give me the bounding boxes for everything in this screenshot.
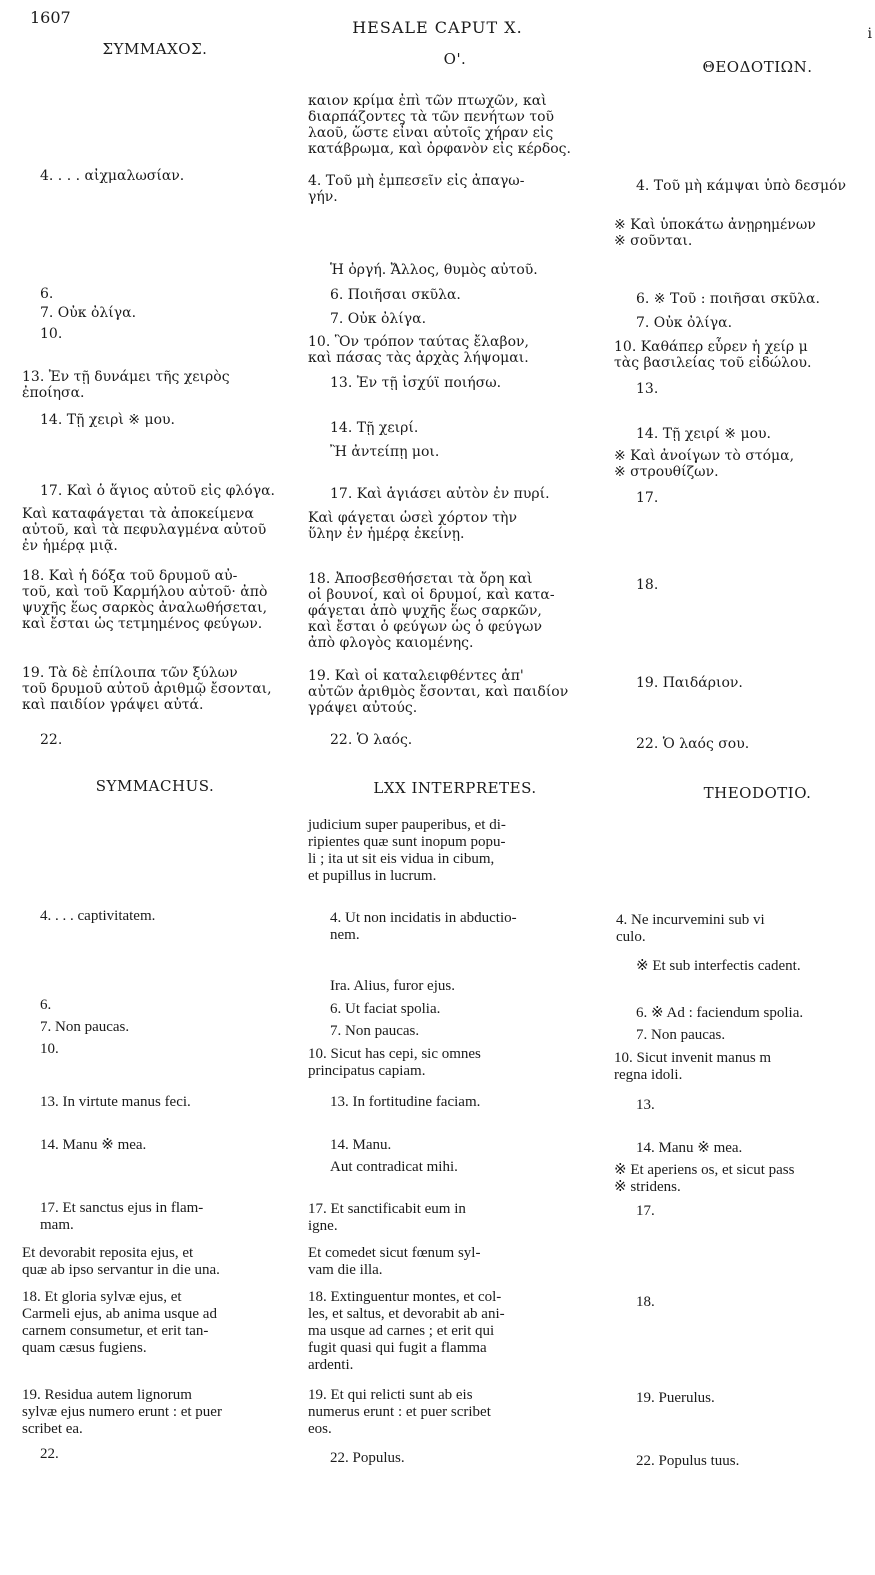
running-head: HESALE CAPUT X. — [352, 18, 523, 37]
latin-lxx-entry: 19. Et qui relicti sunt ab eis numerus erunt : et puer scribet eos. — [308, 1387, 491, 1437]
latin-lxx-entry: 14. Manu. — [330, 1137, 392, 1153]
latin-symmachus-entry: 13. In virtute manus feci. — [40, 1094, 191, 1110]
latin-theodotion-entry: 6. ※ Ad : faciendum spolia. — [636, 1005, 804, 1021]
greek-symmachus-entry: 7. Οὐκ ὀλίγα. — [40, 305, 137, 321]
greek-lxx-entry: 4. Τοῦ μὴ ἐμπεσεῖν εἰς ἀπαγω- γήν. — [308, 173, 525, 205]
greek-theodotion-entry: 13. — [636, 381, 659, 397]
greek-theodotion-entry: 22. Ὁ λαός σου. — [636, 736, 750, 752]
greek-symmachus-entry: 6. — [40, 286, 54, 302]
latin-lxx-entry: 18. Extinguentur montes, et col- les, et saltus, et devorabit ab ani- ma usque ad carnes ; et erit qui fugit quasi qui fugit a flamma ardenti. — [308, 1289, 505, 1373]
latin-symmachus-entry: 19. Residua autem lignorum sylvæ ejus numero erunt : et puer scribet ea. — [22, 1387, 222, 1437]
greek-symmachus-entry: 19. Τὰ δὲ ἐπίλοιπα τῶν ξύλων τοῦ δρυμοῦ αὐτοῦ ἀριθμῷ ἔσονται, καὶ παιδίον γράψει αὐτά. — [22, 665, 272, 713]
greek-lxx-entry: 22. Ὁ λαός. — [330, 732, 413, 748]
latin-lxx-entry: 6. Ut faciat spolia. — [330, 1001, 441, 1017]
greek-theodotion-entry: 18. — [636, 577, 659, 593]
greek-theodotion-entry: 19. Παιδάριον. — [636, 675, 743, 691]
greek-theodotion-entry: 10. Καθάπερ εὗρεν ἡ χείρ μ τὰς βασιλείας τοῦ εἰδώλου. — [614, 339, 812, 371]
greek-symmachus-entry: 4. . . . αἰχμαλωσίαν. — [40, 168, 185, 184]
latin-symmachus-entry: 6. — [40, 997, 52, 1013]
latin-symmachus-entry: 17. Et sanctus ejus in flam- mam. — [40, 1200, 204, 1233]
greek-theodotion-entry: ※ Καὶ ὑποκάτω ἀνῃρημένων ※ σοῦνται. — [614, 217, 816, 249]
greek-theodotion-entry: 17. — [636, 490, 659, 506]
latin-symmachus-entry: 18. Et gloria sylvæ ejus, et Carmeli ejus, ab anima usque ad carnem consumetur, et erit tan- quam cæsus fugiens. — [22, 1289, 217, 1356]
latin-theodotion-entry: ※ Et aperiens os, et sicut pass ※ stridens. — [614, 1162, 795, 1195]
greek-lxx-entry: Καὶ φάγεται ὡσεὶ χόρτον τὴν ὕλην ἐν ἡμέρᾳ ἐκείνῃ. — [308, 510, 517, 542]
greek-symmachus-entry: 10. — [40, 326, 63, 342]
latin-symmachus-entry: Et devorabit reposita ejus, et quæ ab ipso servantur in die una. — [22, 1245, 220, 1278]
latin-theodotion-entry: 10. Sicut invenit manus m regna idoli. — [614, 1050, 772, 1083]
greek-heading-symmachus: ΣΥΜΜΑΧΟΣ. — [102, 40, 208, 58]
greek-theodotion-entry: ※ Καὶ ἀνοίγων τὸ στόμα, ※ στρουθίζων. — [614, 448, 795, 480]
latin-lxx-entry: 10. Sicut has cepi, sic omnes principatus capiam. — [308, 1046, 481, 1079]
latin-lxx-entry: Et comedet sicut fœnum syl- vam die illa. — [308, 1245, 481, 1278]
greek-lxx-entry: 7. Οὐκ ὀλίγα. — [330, 311, 427, 327]
latin-symmachus-entry: 22. — [40, 1446, 59, 1462]
latin-symmachus-entry: 10. — [40, 1041, 59, 1057]
greek-lxx-entry: 6. Ποιῆσαι σκῦλα. — [330, 287, 461, 303]
latin-theodotion-entry: 13. — [636, 1097, 655, 1113]
latin-heading-theodotion: THEODOTIO. — [703, 784, 812, 802]
greek-symmachus-entry: 13. Ἐν τῇ δυνάμει τῆς χειρὸς ἐποίησα. — [22, 369, 230, 401]
greek-theodotion-entry: 6. ※ Τοῦ : ποιῆσαι σκῦλα. — [636, 291, 820, 307]
greek-heading-theodotion: ΘΕΟΔΟΤΙΩΝ. — [702, 58, 813, 76]
latin-theodotion-entry: 14. Manu ※ mea. — [636, 1140, 743, 1156]
latin-lxx-entry: Ira. Alius, furor ejus. — [330, 978, 455, 994]
greek-symmachus-entry: 22. — [40, 732, 63, 748]
latin-lxx-entry: Aut contradicat mihi. — [330, 1159, 458, 1175]
edge-mark: i — [867, 26, 872, 42]
greek-lxx-entry: 10. Ὃν τρόπον ταύτας ἔλαβον, καὶ πάσας τὰς ἀρχὰς λήψομαι. — [308, 334, 529, 366]
latin-heading-lxx: LXX INTERPRETES. — [373, 779, 537, 797]
greek-lxx-entry: καιον κρίμα ἐπὶ τῶν πτωχῶν, καὶ διαρπάζοντες τὰ τῶν πενήτων τοῦ λαοῦ, ὥστε εἶναι αὐτοῖς χήραν εἰς κατάβρωμα, καὶ ὀρφανὸν εἰς κέρδος. — [308, 93, 571, 157]
latin-theodotion-entry: 22. Populus tuus. — [636, 1453, 740, 1469]
greek-lxx-entry: 19. Καὶ οἱ καταλειφθέντες ἀπ' αὐτῶν ἀριθμὸς ἔσονται, καὶ παιδίον γράψει αὐτούς. — [308, 668, 569, 716]
latin-theodotion-entry: 18. — [636, 1294, 655, 1310]
greek-symmachus-entry: 17. Καὶ ὁ ἅγιος αὐτοῦ εἰς φλόγα. — [40, 483, 275, 499]
latin-heading-symmachus: SYMMACHUS. — [95, 777, 215, 795]
latin-lxx-entry: 13. In fortitudine faciam. — [330, 1094, 481, 1110]
latin-lxx-entry: 22. Populus. — [330, 1450, 405, 1466]
latin-lxx-entry: 4. Ut non incidatis in abductio- nem. — [330, 910, 517, 943]
greek-lxx-entry: Ἡ ὀργή. Ἄλλος, θυμὸς αὐτοῦ. — [330, 262, 538, 278]
greek-lxx-entry: Ἢ ἀντείπῃ μοι. — [330, 444, 440, 460]
latin-symmachus-entry: 7. Non paucas. — [40, 1019, 130, 1035]
greek-symmachus-entry: 18. Καὶ ἡ δόξα τοῦ δρυμοῦ αὐ- τοῦ, καὶ τοῦ Καρμήλου αὐτοῦ· ἀπὸ ψυχῆς ἕως σαρκὸς ἀναλωθήσεται, καὶ ἔσται ὡς τετμημένος φεύγων. — [22, 568, 268, 632]
greek-theodotion-entry: 14. Τῇ χειρί ※ μου. — [636, 426, 771, 442]
latin-theodotion-entry: 17. — [636, 1203, 655, 1219]
greek-symmachus-entry: Καὶ καταφάγεται τὰ ἀποκείμενα αὐτοῦ, καὶ τὰ πεφυλαγμένα αὐτοῦ ἐν ἡμέρᾳ μιᾷ. — [22, 506, 267, 554]
page-number: 1607 — [30, 8, 71, 27]
greek-lxx-entry: 14. Τῇ χειρί. — [330, 420, 419, 436]
latin-lxx-entry: judicium super pauperibus, et di- ripientes quæ sunt inopum popu- li ; ita ut sit eis vidua in cibum, et pupillus in lucrum. — [308, 817, 506, 884]
latin-symmachus-entry: 14. Manu ※ mea. — [40, 1137, 147, 1153]
greek-theodotion-entry: 4. Τοῦ μὴ κάμψαι ὑπὸ δεσμόν — [636, 178, 847, 194]
latin-theodotion-entry: ※ Et sub interfectis cadent. — [636, 958, 801, 974]
latin-theodotion-entry: 19. Puerulus. — [636, 1390, 715, 1406]
greek-theodotion-entry: 7. Οὐκ ὀλίγα. — [636, 315, 733, 331]
greek-heading-lxx: Ο'. — [443, 50, 467, 68]
greek-lxx-entry: 17. Καὶ ἁγιάσει αὐτὸν ἐν πυρί. — [330, 486, 550, 502]
latin-lxx-entry: 7. Non paucas. — [330, 1023, 420, 1039]
latin-lxx-entry: 17. Et sanctificabit eum in igne. — [308, 1201, 466, 1234]
greek-lxx-entry: 13. Ἐν τῇ ἰσχύϊ ποιήσω. — [330, 375, 502, 391]
latin-theodotion-entry: 7. Non paucas. — [636, 1027, 726, 1043]
latin-theodotion-entry: 4. Ne incurvemini sub vi culo. — [616, 912, 765, 945]
greek-lxx-entry: 18. Ἀποσβεσθήσεται τὰ ὄρη καὶ οἱ βουνοί, καὶ οἱ δρυμοί, καὶ κατα- φάγεται ἀπὸ ψυχῆς ἕως σαρκῶν, καὶ ἔσται ὁ φεύγων ὡς ὁ φεύγων ἀπὸ φλογὸς καιομένης. — [308, 571, 555, 651]
greek-symmachus-entry: 14. Τῇ χειρὶ ※ μου. — [40, 412, 175, 428]
latin-symmachus-entry: 4. . . . captivitatem. — [40, 908, 156, 924]
